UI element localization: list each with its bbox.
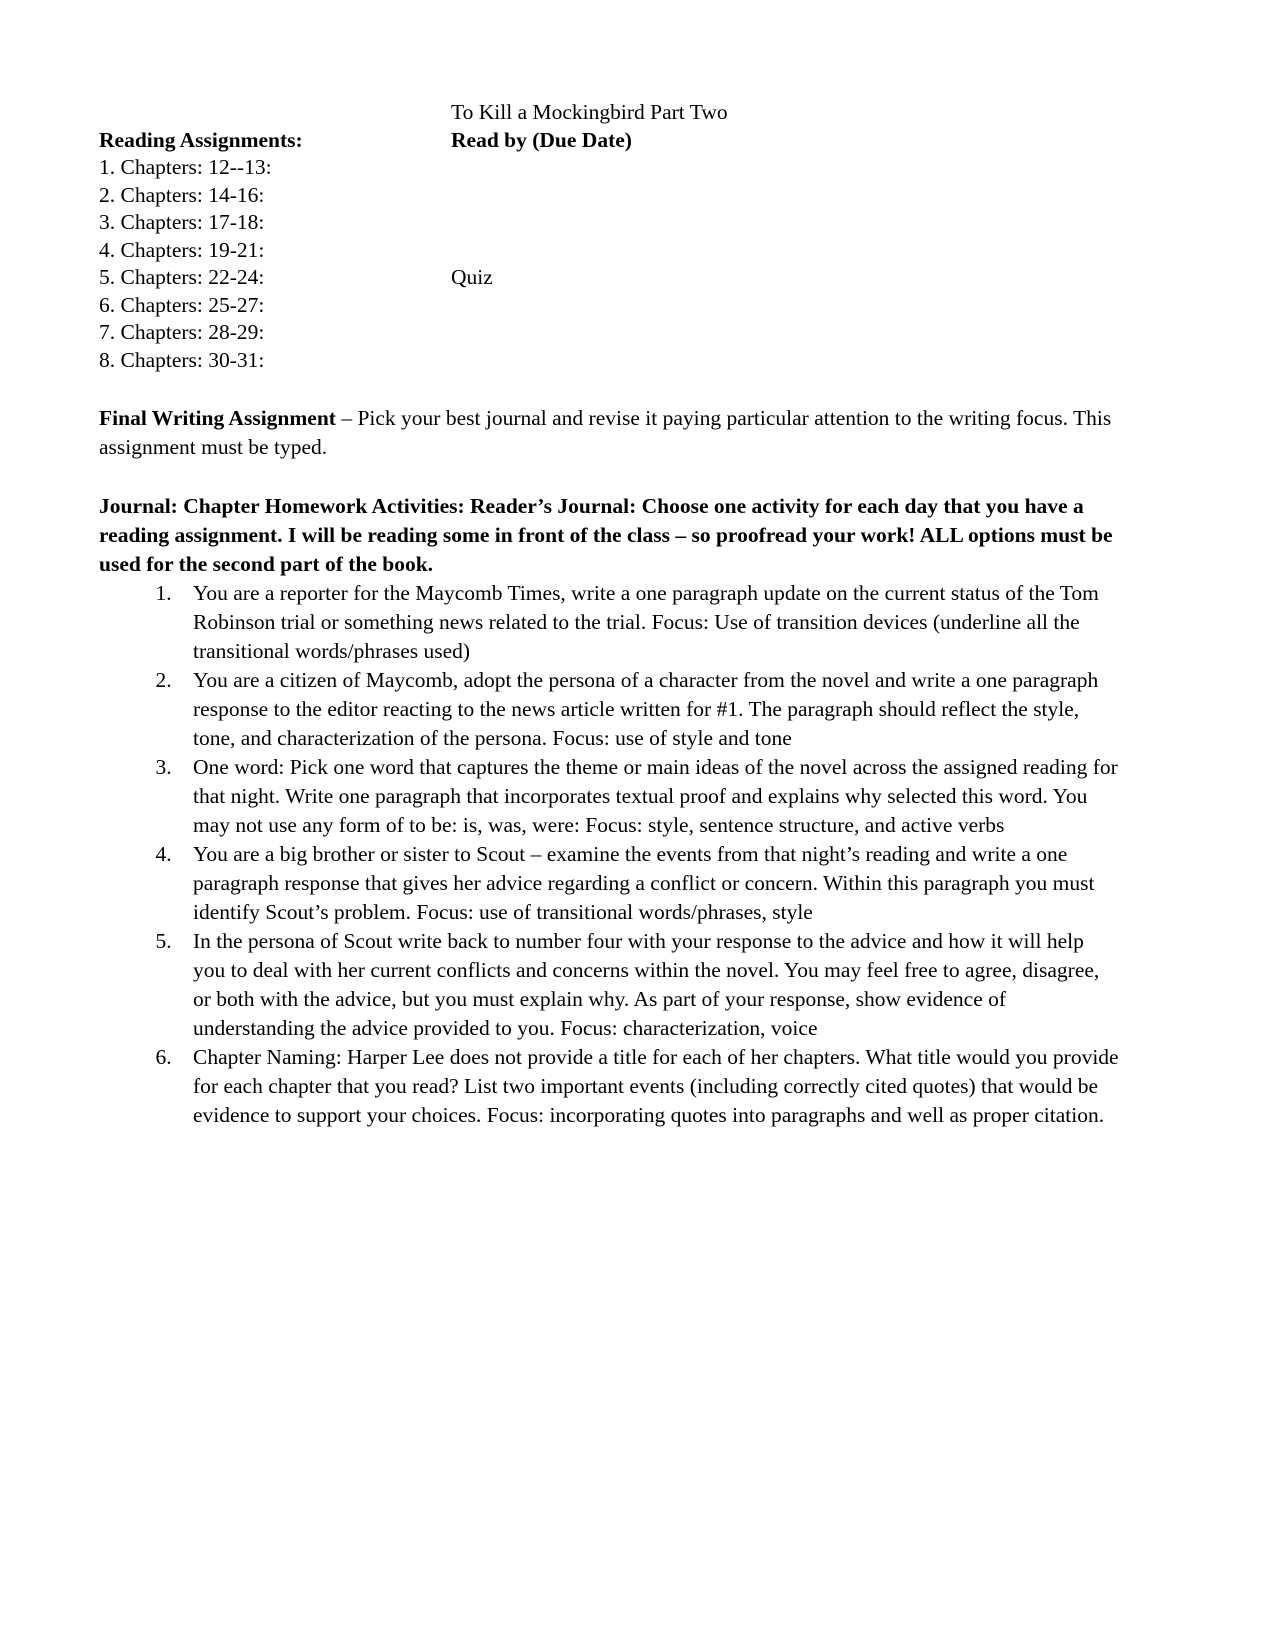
assignment-row: [99, 154, 1119, 182]
list-item: [177, 927, 1119, 1043]
journal-activities-list: [99, 579, 1119, 1130]
assignment-chapters: 4. Chapters: 19-21:: [99, 237, 265, 262]
assignment-chapters: 1. Chapters: 12--13:: [99, 155, 272, 179]
list-item: [177, 753, 1119, 840]
reading-assignments-header: [99, 126, 1119, 154]
assignment-note: [451, 347, 1119, 375]
final-writing-paragraph: [99, 404, 1119, 462]
assignment-chapters: 5. Chapters: 22-24:: [99, 265, 265, 289]
assignment-row: [99, 292, 1119, 320]
assignment-note: Quiz: [451, 265, 493, 289]
assignment-row: [99, 237, 1119, 265]
assignment-note: [451, 292, 1119, 320]
assignment-row: [99, 182, 1119, 210]
activity-text: 5. In the persona of Scout write back to number four with your response to the advice and how it will help you to deal with her current conflicts and concerns within the novel. You may feel free to agree, disagree, or both with the advice, but you must explain why. As part of your response, show evidence of understanding the advice provided to you. Focus: characterization, voice: [193, 929, 1100, 1040]
assignment-note: [451, 154, 1119, 182]
assignment-row: [99, 319, 1119, 347]
journal-heading: Journal: Chapter Homework Activities: Reader’s Journal: Choose one activity for each day that you have a reading assignment. I will be reading some in front of the class – so proofread your work! ALL options must be used for the second part of the book.: [99, 494, 1113, 576]
final-writing-body: – Pick your best journal and revise it paying particular attention to the writing focus. This assignment must be typed.: [99, 406, 1112, 459]
assignment-chapters: 7. Chapters: 28-29:: [99, 320, 265, 344]
assignment-row: [99, 264, 1119, 292]
reading-assignments-label: Reading Assignments:: [99, 128, 303, 152]
assignment-chapters: 2. Chapters: 14-16:: [99, 182, 265, 207]
assignment-chapters: 8. Chapters: 30-31:: [99, 347, 265, 372]
assignment-note: [451, 182, 1119, 210]
activity-text: 3. One word: Pick one word that captures the theme or main ideas of the novel across the assigned reading for that night. Write one paragraph that incorporates textual proof and explains why selected this word. You may not use any form of to be: is, was, were: Focus: style, sentence structure, and active verbs: [193, 755, 1118, 837]
assignment-row: [99, 209, 1119, 237]
assignment-chapters: 6. Chapters: 25-27:: [99, 292, 265, 317]
document-body: [99, 98, 1119, 1130]
spacer: [99, 374, 1119, 404]
document-title: To Kill a Mockingbird Part Two: [451, 100, 728, 124]
final-writing-heading: Final Writing Assignment: [99, 406, 336, 430]
list-item: [177, 666, 1119, 753]
list-item: [177, 1043, 1119, 1130]
assignment-note: [451, 319, 1119, 347]
assignments-list: [99, 154, 1119, 374]
activity-text: 6. Chapter Naming: Harper Lee does not provide a title for each of her chapters. What title would you provide for each chapter that you read? List two important events (including correctly cited quotes) that would be evidence to support your choices. Focus: incorporating quotes into paragraphs and well as proper citation.: [193, 1045, 1119, 1127]
spacer: [99, 462, 1119, 492]
activity-text: 2. You are a citizen of Maycomb, adopt the persona of a character from the novel and write a one paragraph response to the editor reacting to the news article written for #1. The paragraph should reflect the style, tone, and characterization of the persona. Focus: use of style and tone: [193, 668, 1099, 750]
due-date-label: Read by (Due Date): [451, 128, 632, 152]
assignment-row: [99, 347, 1119, 375]
list-item: [177, 840, 1119, 927]
assignment-note: [451, 237, 1119, 265]
assignment-note: [451, 209, 1119, 237]
list-item: [177, 579, 1119, 666]
activity-text: 4. You are a big brother or sister to Scout – examine the events from that night’s reading and write a one paragraph response that gives her advice regarding a conflict or concern. Within this paragraph you must identify Scout’s problem. Focus: use of transitional words/phrases, style: [193, 842, 1095, 924]
activity-text: 1. You are a reporter for the Maycomb Times, write a one paragraph update on the current status of the Tom Robinson trial or something news related to the trial. Focus: Use of transition devices (underline all the transitional words/phrases used): [193, 581, 1099, 663]
assignment-chapters: 3. Chapters: 17-18:: [99, 210, 265, 234]
